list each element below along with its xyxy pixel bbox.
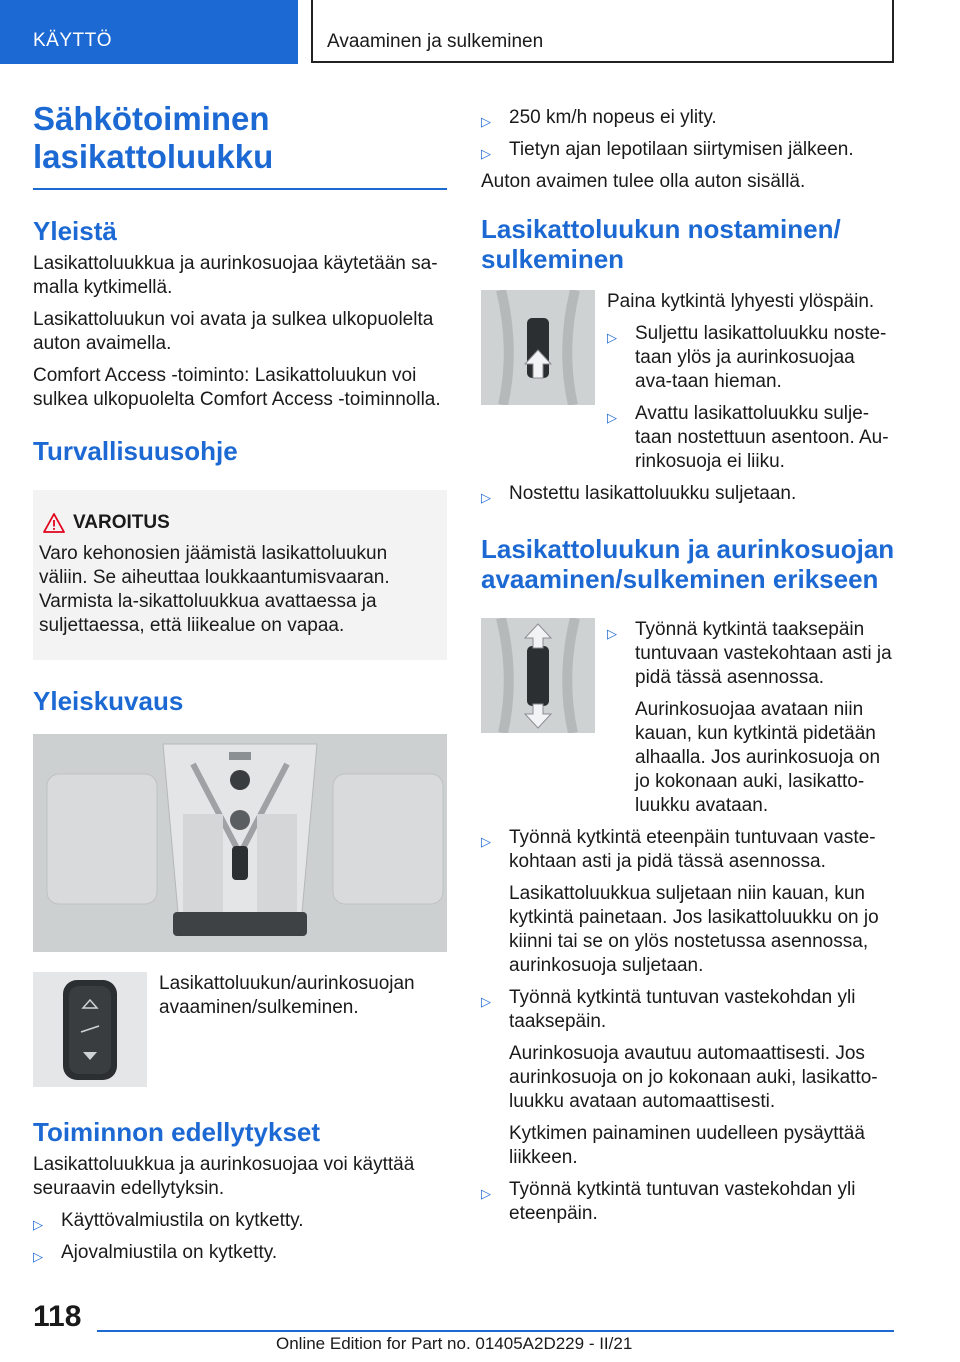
warning-label: VAROITUS <box>73 512 170 533</box>
bullet-triangle-icon: ▷ <box>481 834 491 849</box>
section-title: Avaaminen ja sulkeminen <box>327 31 544 52</box>
bullet-triangle-icon: ▷ <box>481 490 491 505</box>
chapter-label: KÄYTTÖ <box>33 30 113 51</box>
requirement-item: ▷ Ajovalmiustila on kytketty. <box>33 1241 447 1265</box>
general-paragraph-1: Lasikattoluukkua ja aurinkosuojaa käytetään sa-malla kytkimellä. <box>33 253 438 298</box>
separate-item-detail: Aurinkosuojaa avataan niin kauan, kun kytkintä pidetään alhaalla. Jos aurinkosuoja on jo kokonaan auki, lasikatto-luukku avataan. <box>635 699 881 816</box>
section-title-box <box>311 0 894 63</box>
warning-triangle-icon <box>43 513 65 533</box>
raise-item: ▷ Nostettu lasikattoluukku suljetaan. <box>481 482 895 506</box>
separate-switch-image <box>481 618 595 733</box>
bullet-triangle-icon: ▷ <box>607 330 617 345</box>
heading-general: Yleistä <box>33 216 117 246</box>
separate-item-detail: Aurinkosuoja avautuu automaattisesti. Jos aurinkosuoja on jo kokonaan auki, lasikatto-luukku avataan automaattisesti. <box>509 1043 878 1112</box>
requirement-item: ▷ Tietyn ajan lepotilaan siirtymisen jälkeen. <box>481 138 895 162</box>
requirements-paragraph: Lasikattoluukkua ja aurinkosuojaa voi käyttää seuraavin edellytyksin. <box>33 1154 415 1199</box>
raise-paragraph: Paina kytkintä lyhyesti ylöspäin. <box>607 291 875 312</box>
console-illustration <box>33 734 447 952</box>
separate-item: ▷ Työnnä kytkintä taaksepäin tuntuvaan vastekohtaan asti ja pidä tässä asennossa. <box>607 619 892 688</box>
switch-caption: Lasikattoluukun/aurinkosuojan avaaminen/sulkeminen. <box>159 973 415 1018</box>
right-column <box>481 100 895 1226</box>
heading-overview: Yleiskuvaus <box>33 686 184 716</box>
bullet-triangle-icon: ▷ <box>481 1186 491 1201</box>
requirement-item: ▷ 250 km/h nopeus ei ylity. <box>481 106 895 130</box>
raise-switch-illustration <box>481 290 595 405</box>
roof-switch-image <box>33 972 147 1087</box>
separate-text <box>607 618 895 818</box>
raise-figure <box>481 290 895 474</box>
raise-switch-image <box>481 290 595 405</box>
heading-separate: Lasikattoluukun ja aurinkosuojan avaaminen/sulkeminen erikseen <box>481 534 895 594</box>
separate-item: ▷ Työnnä kytkintä eteenpäin tuntuvaan vaste-kohtaan asti ja pidä tässä asennossa. <box>481 827 876 872</box>
bullet-triangle-icon: ▷ <box>33 1217 43 1232</box>
requirement-item: ▷ Käyttövalmiustila on kytketty. <box>33 1209 447 1233</box>
raise-item: ▷ Avattu lasikattoluukku sulje-taan nostettuun asentoon. Au-rinkosuoja ei liiku. <box>607 403 889 472</box>
warning-text: Varo kehonosien jäämistä lasikattoluukun väliin. Se aiheuttaa loukkaantumisvaaran. Varmista la-sikattoluukkua avattaessa ja suljettaessa, että liikealue on vapaa. <box>39 543 390 636</box>
heading-raise: Lasikattoluukun nostaminen/ sulkeminen <box>481 214 841 274</box>
page-title: Sähkötoiminen lasikattoluukku <box>33 100 274 175</box>
page-number: 118 <box>33 1300 82 1333</box>
general-paragraph-3: Comfort Access -toiminto: Lasikattoluukun voi sulkea ulkopuolelta Comfort Access -toiminnolla. <box>33 365 441 410</box>
raise-text <box>607 290 895 474</box>
key-note: Auton avaimen tulee olla auton sisällä. <box>481 171 806 192</box>
switch-illustration <box>33 972 147 1087</box>
bullet-triangle-icon: ▷ <box>33 1249 43 1264</box>
chapter-tab <box>0 0 298 64</box>
bullet-triangle-icon: ▷ <box>481 114 491 129</box>
separate-item: ▷ Työnnä kytkintä tuntuvan vastekohdan yli eteenpäin. <box>481 1179 856 1224</box>
title-rule <box>33 188 447 190</box>
bullet-triangle-icon: ▷ <box>481 146 491 161</box>
separate-item: ▷ Työnnä kytkintä tuntuvan vastekohdan yli taaksepäin. <box>481 987 856 1032</box>
separate-item-detail: Kytkimen painaminen uudelleen pysäyttää liikkeen. <box>509 1123 865 1168</box>
switch-figure <box>33 972 447 1087</box>
footer-rule <box>97 1330 894 1332</box>
overhead-console-image <box>33 734 447 952</box>
general-paragraph-2: Lasikattoluukun voi avata ja sulkea ulkopuolelta auton avaimella. <box>33 309 434 354</box>
heading-requirements: Toiminnon edellytykset <box>33 1117 321 1147</box>
bullet-triangle-icon: ▷ <box>607 410 617 425</box>
bullet-triangle-icon: ▷ <box>481 994 491 1009</box>
left-column <box>33 100 447 1265</box>
separate-figure <box>481 618 895 818</box>
heading-safety: Turvallisuusohje <box>33 436 238 466</box>
separate-switch-illustration <box>481 618 595 733</box>
raise-item: ▷ Suljettu lasikattoluukku noste-taan ylös ja aurinkosuojaa ava-taan hieman. <box>607 323 887 392</box>
separate-item-detail: Lasikattoluukkua suljetaan niin kauan, kun kytkintä painetaan. Jos lasikattoluukku on jo kiinni tai se on ylös nostetussa asennossa, aurinkosuoja suljetaan. <box>509 883 879 976</box>
warning-box <box>33 490 447 660</box>
edition-note: Online Edition for Part no. 01405A2D229 - II/21 <box>276 1334 633 1353</box>
bullet-triangle-icon: ▷ <box>607 626 617 641</box>
warning-header <box>43 512 437 534</box>
